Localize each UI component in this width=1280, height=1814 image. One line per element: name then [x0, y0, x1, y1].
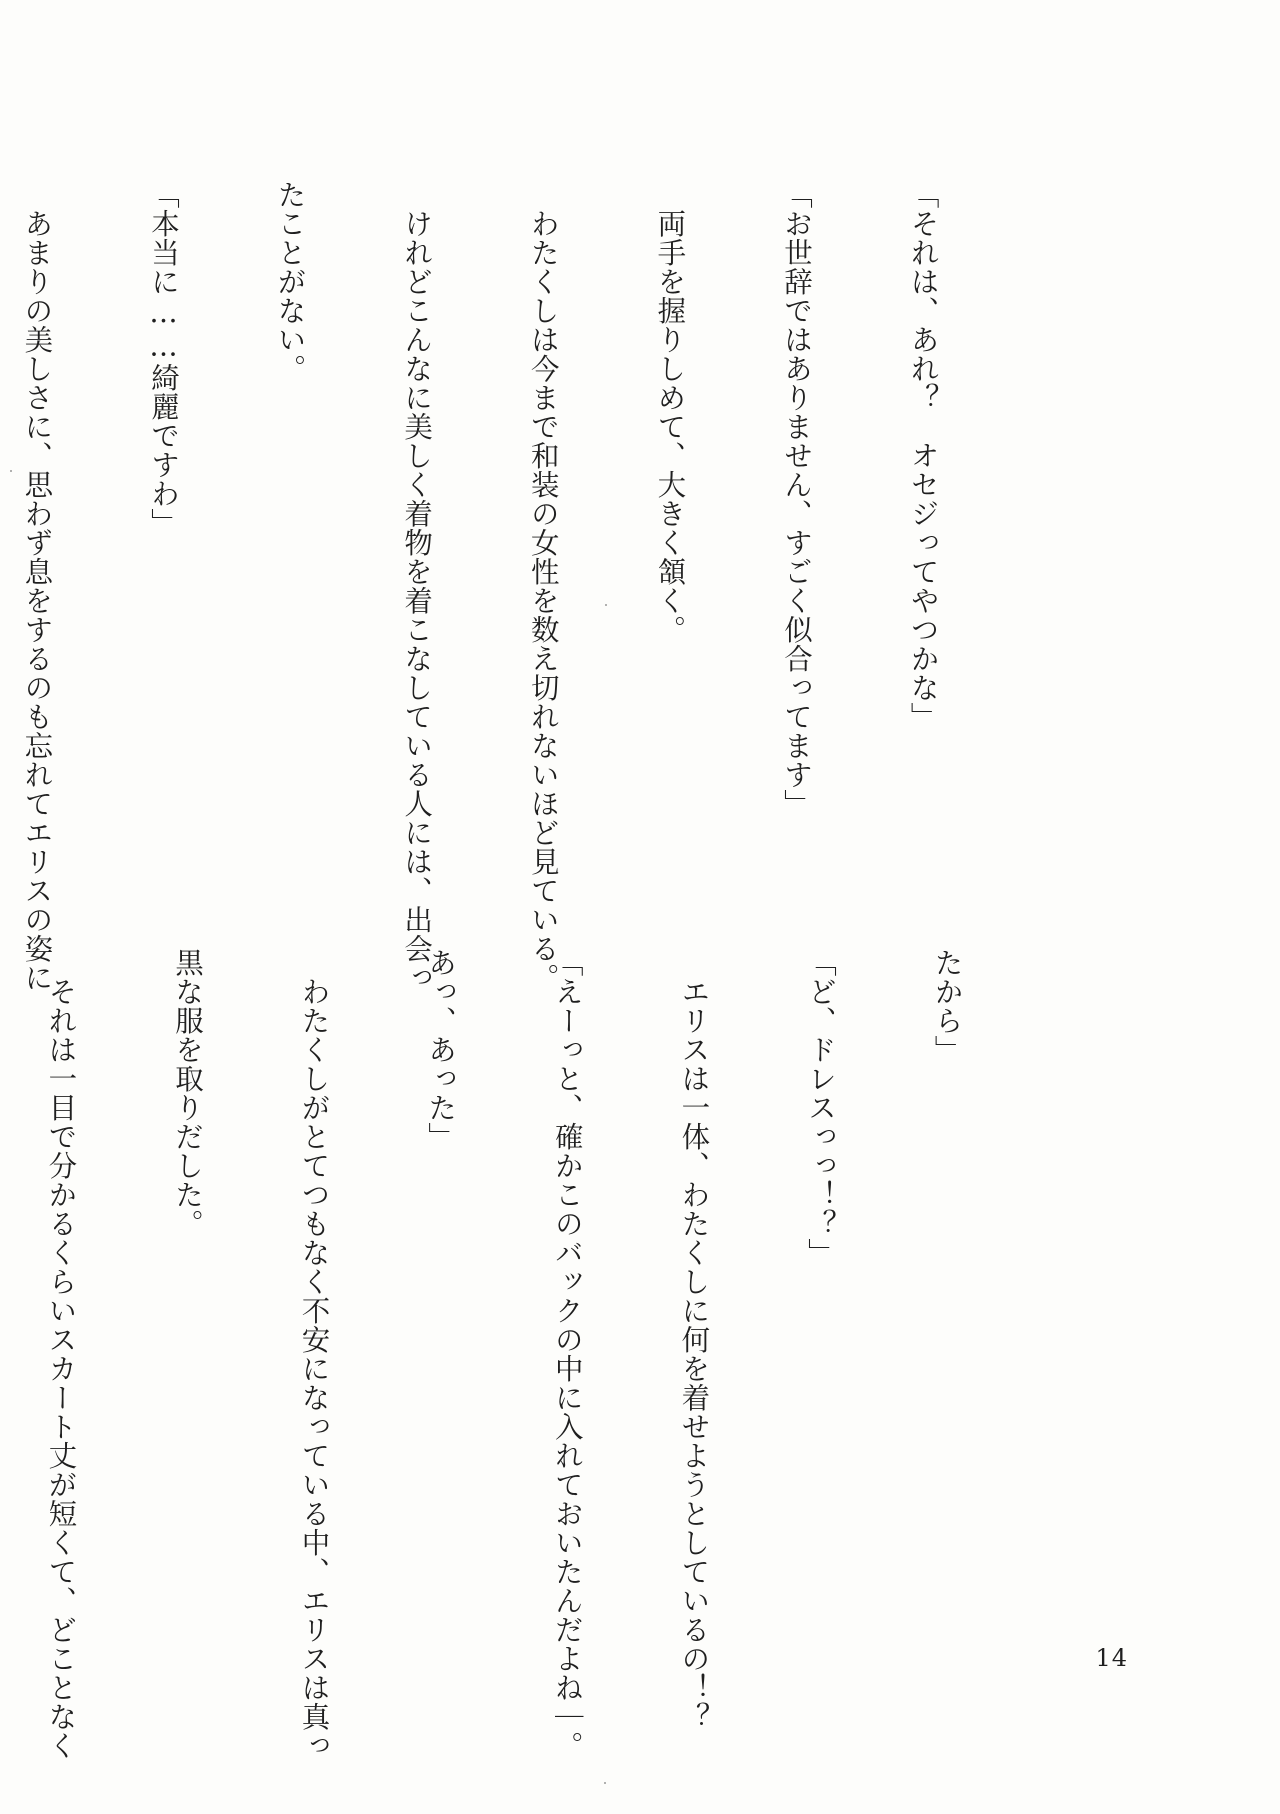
text-line: あまりの美しさに、思わず息をするのも忘れてエリスの姿に	[20, 180, 54, 992]
scan-speck	[605, 604, 607, 606]
scan-speck	[10, 470, 12, 472]
text-line: 「本当に……綺麗ですわ」	[146, 180, 180, 537]
text-line: わたくしがとてつもなく不安になっている中、エリスは真っ	[297, 948, 331, 1760]
text-line: 「お世辞ではありません、すごく似合ってます」	[779, 180, 813, 818]
text-line: あっ、あった」	[424, 948, 458, 1151]
text-line: それは一目で分かるくらいスカート丈が短くて、どことなく	[44, 948, 78, 1760]
text-line: けれどこんなに美しく着物を着こなしている人には、出会っ	[400, 180, 434, 992]
scan-speck	[604, 1782, 606, 1784]
text-line: 「えーっと、確かこのバックの中に入れておいたんだよね｜。	[550, 948, 584, 1760]
text-line: 両手を握りしめて、大きく頷く。	[653, 180, 687, 644]
text-line: たから」	[930, 948, 964, 1064]
upper-text-block	[0, 180, 1028, 992]
text-line: エリスは一体、わたくしに何を着せようとしているの！？	[677, 948, 711, 1731]
text-line: 黒な服を取りだした。	[170, 948, 204, 1238]
text-line: 「ど、ドレスっっ！？」	[803, 948, 837, 1267]
lower-text-block	[0, 948, 1052, 1760]
page-number: 14	[1095, 1644, 1128, 1672]
text-line: たことがない。	[273, 180, 307, 383]
text-line: 「それは、あれ？ オセジってやつかな」	[906, 180, 940, 731]
text-line: わたくしは今まで和装の女性を数え切れないほど見ている。	[526, 180, 560, 992]
